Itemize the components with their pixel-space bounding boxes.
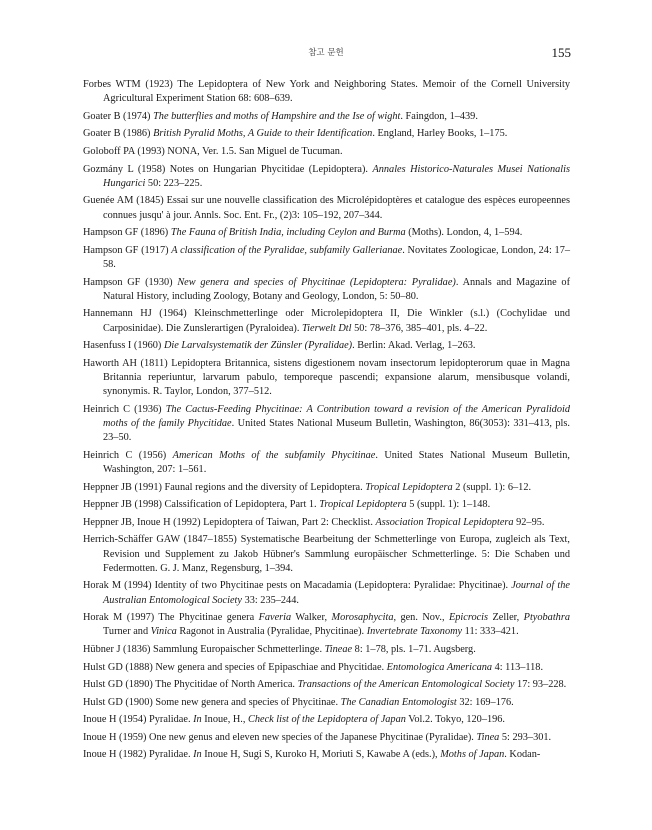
reference-text: Inoue, H., <box>201 714 248 726</box>
reference-text: . Faingdon, 1–439. <box>400 110 478 122</box>
reference-italic-text: Ptyobathra <box>523 612 570 624</box>
reference-entry <box>83 194 570 222</box>
reference-text: Hulst GD (1900) Some new genera and species of Phycitinae. <box>83 696 341 708</box>
reference-entry <box>83 516 570 530</box>
reference-text: 33: 235–244. <box>242 594 299 606</box>
reference-text: 8: 1–78, pls. 1–71. Augsberg. <box>352 643 476 655</box>
reference-italic-text: Tropical Lepidoptera <box>319 499 407 511</box>
running-head: 참고 문헌 <box>308 48 344 58</box>
reference-entry <box>83 643 570 657</box>
reference-text: Hulst GD (1888) New genera and species of Epipaschiae and Phycitidae. <box>83 661 387 673</box>
reference-italic-text: Tineae <box>324 643 353 655</box>
reference-text: Goloboff PA (1993) NONA, Ver. 1.5. San Miguel de Tucuman. <box>83 145 343 157</box>
reference-italic-text: Transactions of the American Entomological Society <box>297 679 515 691</box>
reference-text: Inoue H (1959) One new genus and eleven new species of the Japanese Phycitinae (Pyralidae). <box>83 731 477 743</box>
reference-text: Forbes WTM (1923) The Lepidoptera of New York and Neighboring States. Memoir of the Cornell University Agricultural Experiment Station 68: 608–639. <box>83 79 570 105</box>
reference-entry <box>83 307 570 335</box>
reference-text: Horak M (1997) The Phycitinae genera <box>83 612 259 624</box>
reference-entry <box>83 339 570 353</box>
reference-text: Goater B (1974) <box>83 110 154 122</box>
reference-text: Gozmány L (1958) Notes on Hungarian Phycitidae (Lepidoptera). <box>83 163 373 175</box>
reference-entry <box>83 696 570 710</box>
reference-text: , gen. Nov., <box>393 612 449 624</box>
reference-text: Heinrich C (1936) <box>83 403 166 415</box>
reference-text: Heinrich C (1956) <box>83 449 173 461</box>
reference-text: Inoue H (1954) Pyralidae. <box>83 714 194 726</box>
reference-entry <box>83 498 570 512</box>
reference-entry <box>83 731 570 745</box>
reference-text: Zeller, <box>488 612 524 624</box>
reference-italic-text: Invertebrate Taxonomy <box>366 626 463 638</box>
reference-italic-text: The butterflies and moths of Hampshire and the Ise of wight <box>153 110 401 122</box>
reference-text: 5 (suppl. 1): 1–148. <box>406 499 491 511</box>
reference-italic-text: Association Tropical Lepidoptera <box>375 516 514 528</box>
reference-text: Inoue H (1982) Pyralidae. <box>83 749 194 761</box>
reference-text: 11: 333–421. <box>462 626 519 638</box>
reference-entry <box>83 403 570 446</box>
reference-text: Turner and <box>103 626 151 638</box>
reference-entry <box>83 276 570 304</box>
reference-text: Vol.2. Tokyo, 120–196. <box>405 714 505 726</box>
reference-text: Herrich-Schäffer GAW (1847–1855) Systematische Bearbeitung der Schmetterlinge von Europa, zugleich als Text, Revision und Supplement zu Jakob Hübner's Sammlung europäischer Schmetterlinge. 5: Die Schaben und Federmotten. G. J. Manz, Regensburg, 1–394. <box>83 534 570 574</box>
reference-text: 32: 169–176. <box>456 696 514 708</box>
reference-italic-text: The Canadian Entomologist <box>340 696 457 708</box>
reference-text: 50: 78–376, 385–401, pls. 4–22. <box>351 322 488 334</box>
reference-italic-text: Tierwelt Dtl <box>302 322 352 334</box>
reference-text: . Kodan- <box>504 749 541 761</box>
reference-entry <box>83 611 570 639</box>
reference-italic-text: Faveria <box>258 612 292 624</box>
reference-italic-text: British Pyralid Moths, A Guide to their Identification <box>153 128 373 140</box>
reference-italic-text: Annales Historico-Naturales Musei Nationalis Hungarici <box>103 163 571 189</box>
reference-text: . United States National Museum Bulletin, Washington, 207: 1–561. <box>103 449 570 475</box>
reference-entry <box>83 449 570 477</box>
page-header <box>0 46 652 62</box>
reference-entry <box>83 226 570 240</box>
reference-text: Hasenfuss I (1960) <box>83 340 164 352</box>
reference-entry <box>83 78 570 106</box>
reference-entry <box>83 748 570 762</box>
page-number: 155 <box>551 45 571 60</box>
reference-italic-text: Vinica <box>150 626 177 638</box>
reference-italic-text: Tropical Lepidoptera <box>365 481 453 493</box>
reference-entry <box>83 145 570 159</box>
reference-text: 17: 93–228. <box>514 679 567 691</box>
reference-entry <box>83 127 570 141</box>
reference-entry <box>83 713 570 727</box>
reference-italic-text: Check list of the Lepidoptera of Japan <box>248 714 406 726</box>
reference-text: Hampson GF (1917) <box>83 244 172 256</box>
reference-text: . Novitates Zoologicae, London, 24: 17–58. <box>103 244 570 270</box>
reference-text: 92–95. <box>513 516 545 528</box>
reference-italic-text: Moths of Japan <box>440 749 505 761</box>
reference-text: Guenée AM (1845) Essai sur une nouvelle classification des Microlépidoptères et catalogue des espèces europeennes connues jusqu' à jour. Annls. Soc. Ent. Fr., (2)3: 105–192, 207–344. <box>83 195 570 221</box>
reference-text: Hulst GD (1890) The Phycitidae of North America. <box>83 679 298 691</box>
reference-entry <box>83 110 570 124</box>
reference-entry <box>83 533 570 576</box>
reference-text: . Annals and Magazine of Natural History, including Zoology, Botany and Geology, London, 5: 50–80. <box>103 276 570 302</box>
reference-text: Goater B (1986) <box>83 128 154 140</box>
reference-italic-text: A classification of the Pyralidae, subfamily Gallerianae <box>171 244 403 256</box>
reference-text: Heppner JB (1998) Calssification of Lepidoptera, Part 1. <box>83 499 320 511</box>
reference-text: Hampson GF (1930) <box>83 276 178 288</box>
reference-text: Walker, <box>291 612 332 624</box>
reference-italic-text: The Cactus-Feeding Phycitinae: A Contribution toward a revision of the American Pyralidoid moths of the family Phycitidae <box>103 403 570 429</box>
reference-italic-text: In <box>193 749 202 761</box>
reference-text: Horak M (1994) Identity of two Phycitinae pests on Macadamia (Lepidoptera: Pyralidae: Phycitinae). <box>83 580 512 592</box>
reference-text: . United States National Museum Bulletin, Washington, 86(3053): 331–413, pls. 23–50. <box>103 417 570 444</box>
reference-entry <box>83 481 570 495</box>
reference-entry <box>83 244 570 272</box>
reference-entry <box>83 678 570 692</box>
reference-text: Hampson GF (1896) <box>83 227 171 239</box>
reference-text: Inoue H, Sugi S, Kuroko H, Moriuti S, Kawabe A (eds.), <box>201 749 441 761</box>
reference-text: Hübner J (1836) Sammlung Europaischer Schmetterlinge. <box>83 643 325 655</box>
reference-entry <box>83 163 570 191</box>
reference-italic-text: New genera and species of Phycitinae (Lepidoptera: Pyralidae) <box>177 276 456 288</box>
reference-text: Heppner JB (1991) Faunal regions and the diversity of Lepidoptera. <box>83 481 366 493</box>
reference-entry <box>83 357 570 400</box>
reference-italic-text: Epicrocis <box>448 612 489 624</box>
reference-list <box>83 78 570 766</box>
reference-text: Ragonot in Australia (Pyralidae, Phycitinae). <box>176 626 367 638</box>
reference-text: . Berlin: Akad. Verlag, 1–263. <box>352 340 476 352</box>
reference-italic-text: The Fauna of British India, including Ceylon and Burma <box>170 227 406 239</box>
reference-italic-text: Die Larvalsystematik der Zünsler (Pyralidae) <box>163 340 353 352</box>
reference-italic-text: American Moths of the subfamily Phycitinae <box>172 449 376 461</box>
reference-text: Heppner JB, Inoue H (1992) Lepidoptera of Taiwan, Part 2: Checklist. <box>83 516 376 528</box>
reference-italic-text: Journal of the Australian Entomological Society <box>103 580 570 606</box>
reference-text: Hannemann HJ (1964) Kleinschmetterlinge oder Microlepidoptera II, Die Winkler (s.l.) (Cochylidae und Carposinidae). Die Zunslerartigen (Pyraloidea). <box>83 308 570 334</box>
reference-text: 5: 293–301. <box>499 731 552 743</box>
reference-text: (Moths). London, 4, 1–594. <box>405 227 523 239</box>
reference-text: Haworth AH (1811) Lepidoptera Britannica, sistens digestionem novam insectorum lepidopterorum quae in Magna Britannia reperiuntur, larvarum pabulo, temporeque pascendi; expansione alarum, mensibusque volandi, synonymis. R. Taylor, London, 377–512. <box>83 357 570 398</box>
reference-entry <box>83 579 570 607</box>
reference-italic-text: Entomologica Americana <box>386 661 493 673</box>
reference-italic-text: In <box>193 714 202 726</box>
reference-entry <box>83 661 570 675</box>
reference-text: . England, Harley Books, 1–175. <box>372 128 508 140</box>
reference-italic-text: Morosaphycita <box>331 612 394 624</box>
reference-italic-text: Tinea <box>476 731 500 743</box>
reference-text: 2 (suppl. 1): 6–12. <box>452 481 532 493</box>
reference-text: 50: 223–225. <box>145 177 203 189</box>
reference-text: 4: 113–118. <box>492 661 544 673</box>
